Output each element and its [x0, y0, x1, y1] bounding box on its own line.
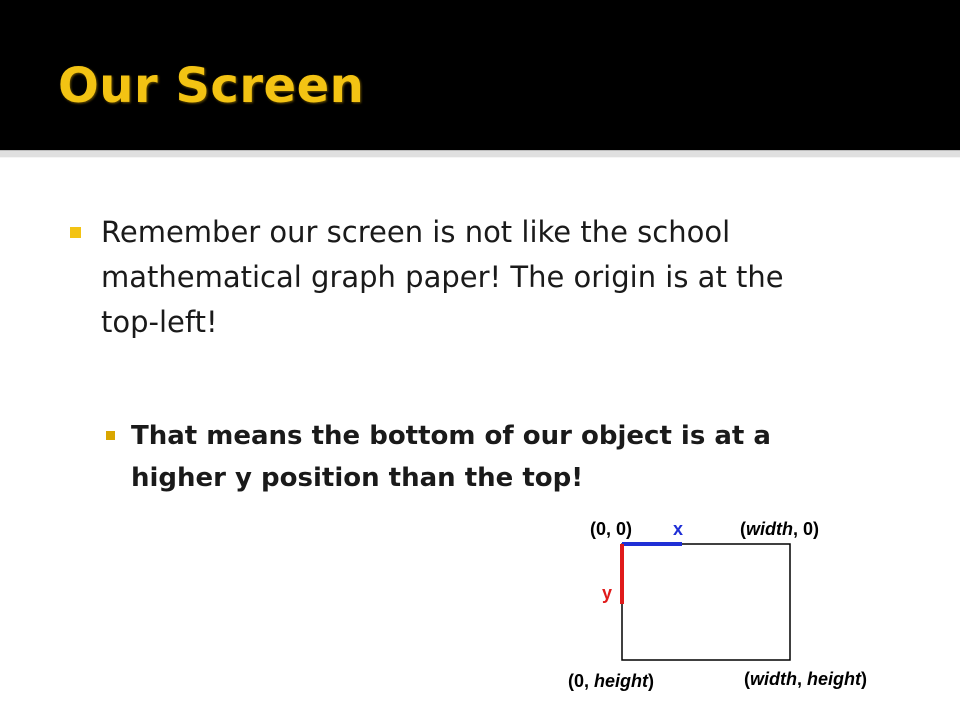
- paren-open: (: [744, 669, 750, 689]
- square-bullet-icon: [106, 431, 115, 440]
- width-word: width: [746, 519, 793, 539]
- height-word: height: [594, 671, 649, 691]
- label-head: (0,: [568, 671, 595, 691]
- paren-open: (: [740, 519, 746, 539]
- bullet-text: Remember our screen is not like the school mathematical graph paper! The origin is at the top-left!: [101, 215, 784, 339]
- comma: ,: [797, 669, 808, 689]
- sub-bullet-text: That means the bottom of our object is at a higher y position than the top!: [131, 421, 771, 493]
- square-bullet-icon: [70, 227, 81, 238]
- width-height-label: [744, 668, 867, 690]
- zero-height-label: [568, 670, 654, 692]
- title-divider: [0, 150, 960, 158]
- width-zero-label: [740, 518, 819, 540]
- screen-rectangle: [622, 544, 790, 660]
- bullet-level-2: [106, 415, 866, 499]
- width-word: width: [750, 669, 797, 689]
- y-axis-label: y: [602, 583, 613, 603]
- bullet-level-1: [70, 210, 850, 345]
- title-bar: [0, 0, 960, 150]
- origin-label: (0, 0): [590, 519, 633, 539]
- coordinate-diagram: [560, 510, 920, 700]
- paren-close: ): [648, 671, 655, 691]
- height-word: height: [807, 669, 862, 689]
- paren-close: ): [861, 669, 868, 689]
- label-tail: , 0): [793, 519, 820, 539]
- x-axis-label: x: [673, 519, 684, 539]
- slide-title: Our Screen: [58, 58, 365, 114]
